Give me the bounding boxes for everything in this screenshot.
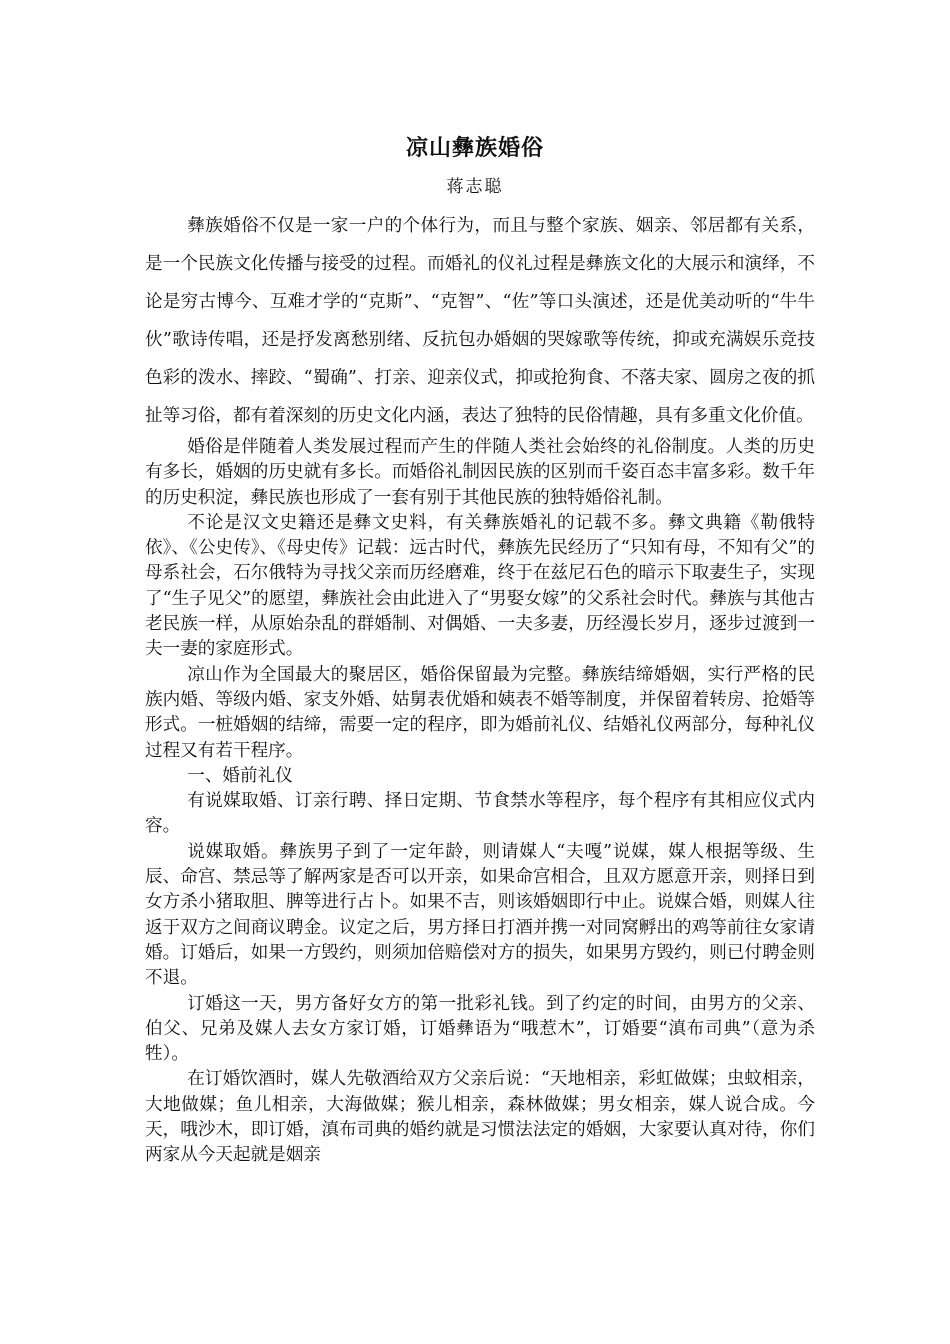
paragraph: 婚俗是伴随着人类发展过程而产生的伴随人类社会始终的礼俗制度。人类的历史有多长，婚姻的历史就有多长。而婚俗礼制因民族的区别而千姿百态丰富多彩。数千年的历史积淀，彝民族也形成了一套有别于其他民族的独特婚俗礼制。: [145, 437, 815, 508]
paragraph: 凉山作为全国最大的聚居区，婚俗保留最为完整。彝族结缔婚姻，实行严格的民族内婚、等级内婚、家支外婚、姑舅表优婚和姨表不婚等制度，并保留着转房、抢婚等形式。一桩婚姻的结缔，需要一定的程序，即为婚前礼仪、结婚礼仪两部分，每种礼仪过程又有若干程序。: [145, 664, 815, 761]
paragraph: 彝族婚俗不仅是一家一户的个体行为，而且与整个家族、姻亲、邻居都有关系，是一个民族文化传播与接受的过程。而婚礼的仪礼过程是彝族文化的大展示和演绎，不论是穷古博今、互难才学的“克斯”、“克智”、“佐”等口头演述，还是优美动听的“牛牛伙”歌诗传唱，还是抒发离愁别绪、反抗包办婚姻的哭嫁歌等传统，抑或充满娱乐竞技色彩的泼水、摔跤、“蜀确”、打亲、迎亲仪式，抑或抢狗食、不落夫家、圆房之夜的抓扯等习俗，都有着深刻的历史文化内涵，表达了独特的民俗情趣，具有多重文化价值。: [145, 216, 815, 426]
document-author: 蒋志聪: [446, 177, 504, 197]
paragraph: 在订婚饮酒时，媒人先敬酒给双方父亲后说：“天地相亲，彩虹做媒；虫蚊相亲，大地做媒；鱼儿相亲，大海做媒；猴儿相亲，森林做媒；男女相亲，媒人说合成。今天，哦沙木，即订婚，滇布司典的婚约就是习惯法法定的婚姻，大家要认真对待，你们两家从今天起就是姻亲: [145, 1069, 815, 1166]
paragraph: 订婚这一天，男方备好女方的第一批彩礼钱。到了约定的时间，由男方的父亲、伯父、兄弟及媒人去女方家订婚，订婚彝语为“哦惹木”，订婚要“滇布司典”（意为杀牲）。: [145, 993, 815, 1065]
paragraph: 不论是汉文史籍还是彝文史料，有关彝族婚礼的记载不多。彝文典籍《勒俄特依》、《公史传》、《母史传》记载：远古时代，彝族先民经历了“只知有母，不知有父”的母系社会，石尔俄特为寻找父亲而历经磨难，终于在兹尼石色的暗示下取妻生子，实现了“生子见父”的愿望，彝族社会由此进入了“男娶女嫁”的父系社会时代。彝族与其他古老民族一样，从原始杂乱的群婚制、对偶婚、一夫多妻，历经漫长岁月，逐步过渡到一夫一妻的家庭形式。: [145, 512, 815, 660]
document-title: 凉山彝族婚俗: [405, 136, 544, 161]
paragraph: 有说媒取婚、订亲行聘、择日定期、节食禁水等程序，每个程序有其相应仪式内容。: [145, 791, 815, 837]
document-body: [145, 207, 815, 1169]
section-heading: 一、婚前礼仪: [187, 765, 293, 786]
paragraph: 说媒取婚。彝族男子到了一定年龄，则请媒人“夫嘎”说媒，媒人根据等级、生辰、命宫、禁忌等了解两家是否可以开亲，如果命宫相合，且双方愿意开亲，则择日到女方杀小猪取胆、脾等进行占卜。如果不吉，则该婚姻即行中止。说媒合婚，则媒人往返于双方之间商议聘金。议定之后，男方择日打酒并携一对同窝孵出的鸡等前往女家请婚。订婚后，如果一方毁约，则须加倍赔偿对方的损失，如果男方毁约，则已付聘金则不退。: [145, 841, 815, 989]
